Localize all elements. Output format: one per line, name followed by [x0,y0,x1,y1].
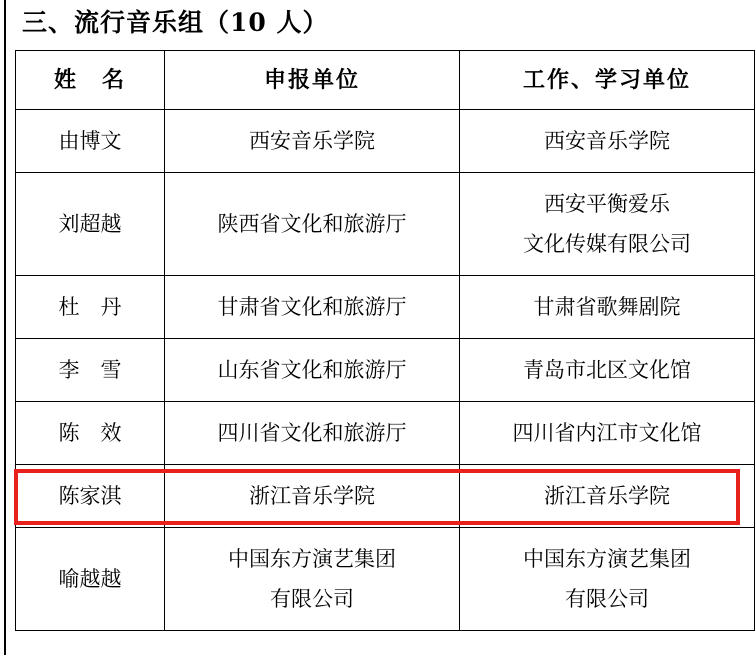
cell-unit: 浙江音乐学院 [165,465,460,528]
column-header-work: 工作、学习单位 [460,51,755,110]
cell-name: 由博文 [16,110,165,173]
cell-unit-line2: 有限公司 [270,587,354,611]
cell-work-line2: 有限公司 [565,587,649,611]
page-left-border [4,0,6,655]
table-row [16,339,755,402]
cell-work [460,173,755,276]
cell-unit: 陕西省文化和旅游厅 [165,173,460,276]
cell-name: 刘超越 [16,173,165,276]
cell-work: 西安音乐学院 [460,110,755,173]
cell-name: 陈 效 [16,402,165,465]
cell-work-line1: 西安平衡爱乐 [544,192,670,216]
table-row [16,110,755,173]
table-row [16,276,755,339]
cell-work: 甘肃省歌舞剧院 [460,276,755,339]
cell-work: 浙江音乐学院 [460,465,755,528]
section-heading: 三、流行音乐组（10 人） [22,8,329,37]
column-header-name: 姓 名 [16,51,165,110]
cell-unit: 四川省文化和旅游厅 [165,402,460,465]
cell-work-line1: 中国东方演艺集团 [523,547,691,571]
roster-table [15,50,755,631]
table-row [16,173,755,276]
cell-name: 杜 丹 [16,276,165,339]
cell-unit: 西安音乐学院 [165,110,460,173]
cell-work-line2: 文化传媒有限公司 [523,232,691,256]
cell-unit: 甘肃省文化和旅游厅 [165,276,460,339]
table-row-highlighted [16,465,755,528]
table-header-row [16,51,755,110]
roster-table-container [15,50,739,631]
cell-unit [165,528,460,631]
cell-name: 喻越越 [16,528,165,631]
cell-work: 四川省内江市文化馆 [460,402,755,465]
cell-unit: 山东省文化和旅游厅 [165,339,460,402]
column-header-unit: 申报单位 [165,51,460,110]
cell-name: 陈家淇 [16,465,165,528]
cell-work [460,528,755,631]
table-row [16,402,755,465]
table-row [16,528,755,631]
cell-name: 李 雪 [16,339,165,402]
cell-work: 青岛市北区文化馆 [460,339,755,402]
cell-unit-line1: 中国东方演艺集团 [228,547,396,571]
